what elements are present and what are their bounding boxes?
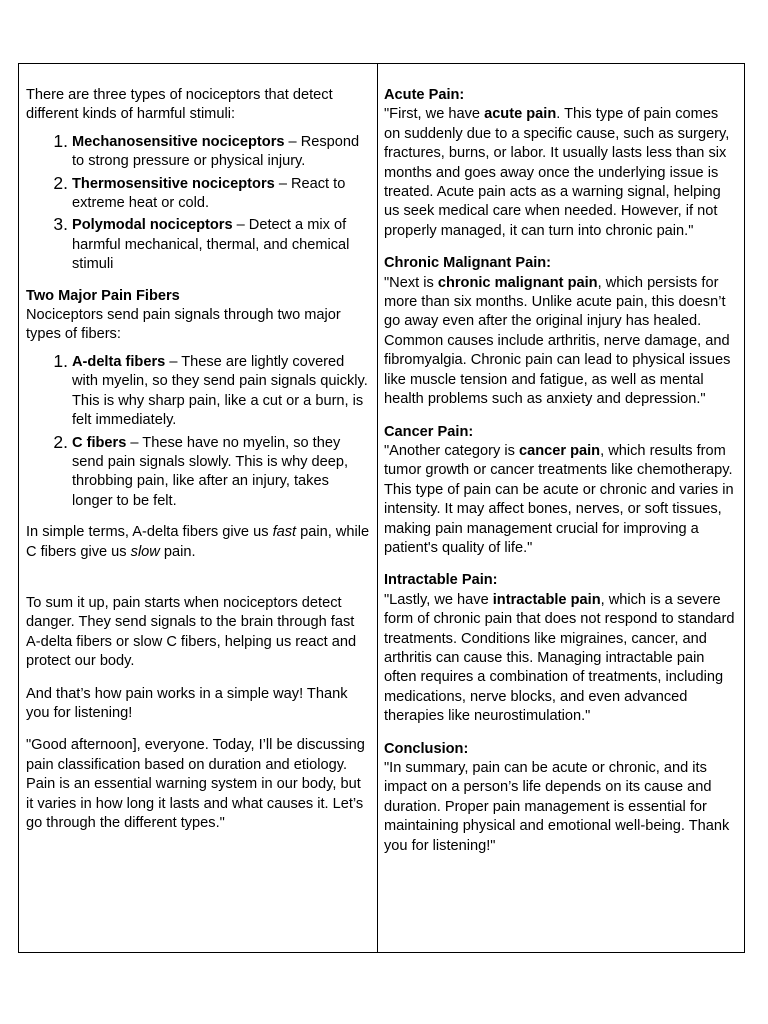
text-run: "Lastly, we have (384, 591, 493, 608)
section-body (384, 442, 738, 558)
list-desc: – Detect a mix of harmful mechanical, thermal, and chemical stimuli (72, 217, 350, 273)
list-item (26, 431, 371, 512)
section-body (384, 274, 738, 410)
list-number: 2. (53, 431, 68, 452)
list-desc: – These are lightly covered with myelin, so they send pain signals quickly. This is why sharp pain, like a cut or a burn, is felt immediately. (72, 353, 368, 429)
right-column (378, 64, 744, 952)
list-item (26, 172, 371, 214)
section-body: "In summary, pain can be acute or chronic, and its impact on a person’s life depends on its cause and duration. Proper pain management is essential for maintaining physical and emotional well-being. Thank you for listening!" (384, 760, 730, 854)
intro-speech-paragraph: "Good afternoon], everyone. Today, I’ll be discussing pain classification based on duration and etiology. Pain is an essential warning system in our body, but it varies in how long it lasts and what causes it. Let’s go through the different types." (26, 737, 365, 831)
text-run: pain. (159, 543, 196, 560)
list-number: 1. (53, 130, 68, 151)
list-desc: – Respond to strong pressure or physical injury. (72, 133, 360, 170)
acute-section (384, 86, 738, 241)
cancer-section (384, 423, 738, 559)
section-heading: Cancer Pain: (384, 423, 474, 440)
section-heading: Acute Pain: (384, 87, 465, 103)
list-number: 1. (53, 350, 68, 371)
text-run: , which results from tumor growth or cancer treatments like chemotherapy. This type of pain can be acute or chronic and varies in intensity. It may affect bones, nerves, or soft tissues, making pain management crucial for improving a patient's quality of life." (384, 442, 734, 556)
list-item (26, 130, 371, 172)
list-item (26, 350, 371, 431)
section-heading: Intractable Pain: (384, 572, 498, 589)
text-run: . This type of pain comes on suddenly due to a specific cause, such as surgery, fractures, burns, or labor. It usually lasts less than six months and goes away once the underlying issue is treated. Acute pain acts as a warning signal, helping us seek medical care when needed. However, if not properly managed, it can turn into chronic pain." (384, 106, 730, 239)
fibers-intro: Nociceptors send pain signals through two major types of fibers: (26, 307, 341, 343)
text-run-bold: intractable pain (492, 591, 601, 608)
fibers-list (26, 350, 371, 511)
text-run: "Next is (384, 274, 438, 291)
list-desc: – These have no myelin, so they send pain signals slowly. This is why deep, throbbing pain, like after an injury, takes longer to be felt. (72, 434, 349, 509)
text-run-bold: cancer pain (518, 442, 601, 459)
text-run: "First, we have (384, 106, 485, 123)
left-column (19, 64, 378, 952)
intro-paragraph: There are three types of nociceptors that detect different kinds of harmful stimuli: (26, 87, 333, 123)
fibers-heading: Two Major Pain Fibers (26, 287, 180, 304)
text-run: , which persists for more than six months. Unlike acute pain, this doesn’t go away even after the original injury has healed. Common causes include arthritis, nerve damage, and fibromyalgia. Chronic pain can lead to physical issues like muscle tension and fatigue, as well as mental health problems such as anxiety and depression." (384, 274, 731, 408)
nociceptor-list (26, 130, 371, 275)
text-run: "Another category is (384, 442, 519, 459)
text-run: In simple terms, A-delta fibers give us (26, 524, 273, 541)
list-item (26, 216, 371, 274)
text-run-italic: fast (272, 524, 297, 541)
text-run-bold: chronic malignant pain (437, 274, 598, 291)
section-heading: Conclusion: (384, 740, 469, 757)
simple-terms-paragraph (26, 523, 371, 562)
section-body (384, 591, 738, 727)
text-run: , which is a severe form of chronic pain that does not respond to standard treatments. Conditions like migraines, cancer, and arthritis can cause this. Managing intractable pain often requires a combination of treatments, including medications, nerve blocks, and even advanced therapies like neurostimulation." (384, 591, 735, 725)
list-term: Polymodal nociceptors (72, 217, 233, 234)
list-number: 3. (53, 214, 68, 235)
text-run: pain, while C fibers give us (26, 524, 370, 560)
section-body (384, 105, 738, 241)
list-term: C fibers (72, 434, 127, 451)
list-term: A-delta fibers (72, 353, 166, 370)
two-column-table (18, 63, 745, 953)
intractable-section (384, 571, 738, 726)
thanks-paragraph: And that’s how pain works in a simple way! Thank you for listening! (26, 685, 348, 721)
section-heading: Chronic Malignant Pain: (384, 255, 552, 272)
sum-up-paragraph: To sum it up, pain starts when nociceptors detect danger. They send signals to the brain through fast A-delta fibers or slow C fibers, helping us react and protect our body. (26, 594, 357, 670)
list-term: Thermosensitive nociceptors (72, 175, 275, 192)
list-number: 2. (53, 172, 68, 193)
chronic-section (384, 254, 738, 409)
list-term: Mechanosensitive nociceptors (72, 133, 285, 150)
list-desc: – React to extreme heat or cold. (72, 175, 346, 212)
text-run-bold: acute pain (484, 106, 557, 123)
conclusion-section (384, 740, 738, 856)
text-run-italic: slow (130, 543, 160, 560)
